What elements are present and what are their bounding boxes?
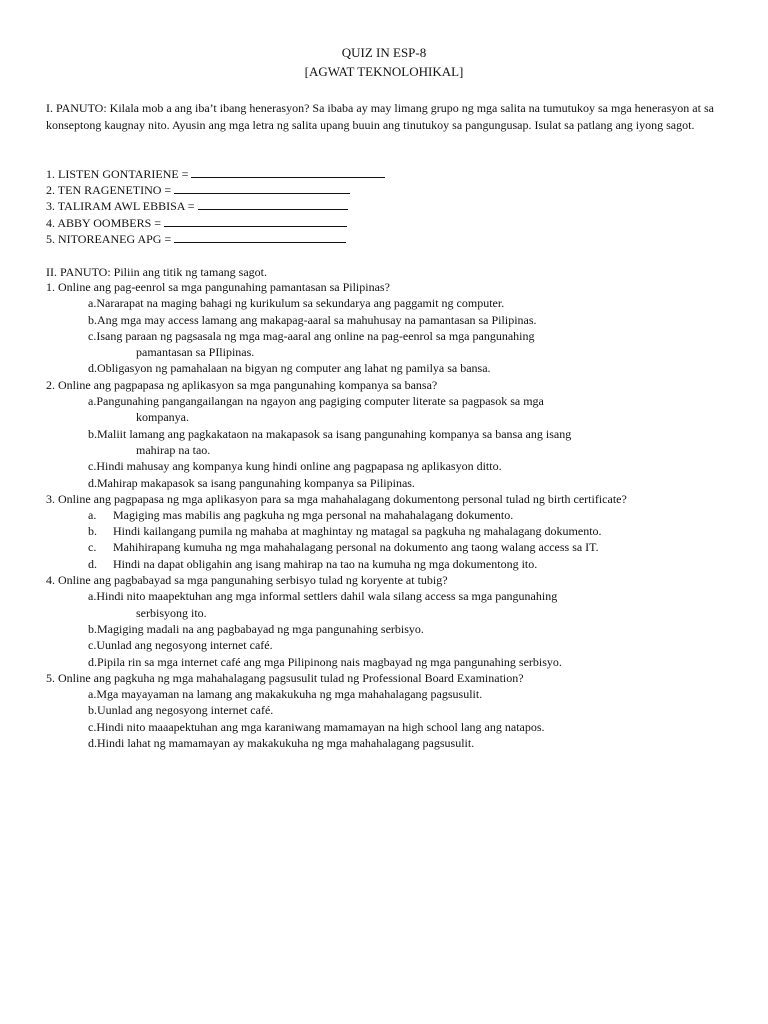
option-letter: b. bbox=[88, 312, 97, 327]
answer-option bbox=[46, 621, 736, 637]
answer-option bbox=[46, 360, 736, 376]
answer-blank[interactable] bbox=[191, 166, 385, 178]
blank-item-label: 2. TEN RAGENETINO = bbox=[46, 183, 175, 198]
option-line bbox=[88, 702, 736, 718]
blank-item bbox=[46, 182, 385, 198]
answer-option bbox=[46, 507, 736, 523]
option-text: Maliit lamang ang pagkakataon na makapasok sa isang pangunahing kompanya sa bansa ang isang bbox=[97, 426, 572, 441]
option-line bbox=[88, 621, 736, 637]
question-text: 3. Online ang pagpapasa ng mga aplikasyon para sa mga mahahalagang dokumentong personal tulad ng birth certificate? bbox=[46, 491, 627, 506]
blank-item bbox=[46, 231, 385, 247]
question bbox=[46, 279, 736, 377]
answer-option bbox=[46, 735, 736, 751]
option-text: Hindi mahusay ang kompanya kung hindi online ang pagpapasa ng aplikasyon ditto. bbox=[96, 459, 502, 474]
option-text: Mahihirapang kumuha ng mga mahahalagang personal na dokumento ang taong walang access sa IT. bbox=[110, 540, 599, 555]
answer-option bbox=[46, 654, 736, 670]
option-text: Hindi nito maaapektuhan ang mga karaniwang mamamayan na high school lang ang natapos. bbox=[96, 719, 545, 734]
answer-option bbox=[46, 312, 736, 328]
option-text: Hindi kailangang pumila ng mahaba at maghintay ng matagal sa pagkuha ng mahalagang dokumento. bbox=[110, 524, 602, 539]
option-line bbox=[88, 393, 736, 409]
option-line bbox=[88, 475, 736, 491]
option-list bbox=[46, 393, 736, 491]
answer-option bbox=[46, 539, 736, 555]
option-line bbox=[88, 556, 736, 572]
option-letter: d. bbox=[88, 475, 97, 490]
part2-instruction: II. PANUTO: Piliin ang titik ng tamang sagot. bbox=[46, 265, 267, 279]
answer-option bbox=[46, 328, 736, 361]
option-text: Hindi lahat ng mamamayan ay makakukuha ng mga mahahalagang pagsusulit. bbox=[97, 736, 475, 751]
option-text-continued: kompanya. bbox=[136, 410, 189, 425]
answer-option bbox=[46, 475, 736, 491]
blank-item-label: 3. TALIRAM AWL EBBISA = bbox=[46, 199, 198, 214]
option-line bbox=[88, 719, 736, 735]
option-text: Mga mayayaman na lamang ang makakukuha ng mga mahahalagang pagsusulit. bbox=[96, 687, 483, 702]
blank-item-label: 4. ABBY OOMBERS = bbox=[46, 215, 165, 230]
blank-item bbox=[46, 215, 385, 231]
option-text: Nararapat na maging bahagi ng kurikulum sa sekundarya ang paggamit ng computer. bbox=[96, 296, 505, 311]
option-line bbox=[88, 507, 736, 523]
answer-option bbox=[46, 426, 736, 459]
option-line bbox=[88, 328, 736, 344]
question bbox=[46, 670, 736, 751]
question bbox=[46, 572, 736, 670]
option-line bbox=[88, 735, 736, 751]
option-letter: b. bbox=[88, 426, 97, 441]
answer-option bbox=[46, 556, 736, 572]
question-text: 4. Online ang pagbabayad sa mga pangunahing serbisyo tulad ng koryente at tubig? bbox=[46, 573, 448, 588]
option-text: Uunlad ang negosyong internet café. bbox=[97, 703, 274, 718]
answer-option bbox=[46, 393, 736, 426]
part2-questions bbox=[46, 279, 736, 751]
option-letter: c. bbox=[88, 638, 97, 653]
option-list bbox=[46, 686, 736, 751]
option-letter: b. bbox=[88, 703, 97, 718]
question bbox=[46, 377, 736, 491]
option-letter: c. bbox=[88, 328, 97, 343]
option-letter: a. bbox=[88, 394, 97, 409]
option-line bbox=[88, 426, 736, 442]
option-line bbox=[88, 637, 736, 653]
option-line bbox=[88, 686, 736, 702]
option-line bbox=[88, 295, 736, 311]
option-text-continued: mahirap na tao. bbox=[136, 442, 211, 457]
option-line bbox=[88, 588, 736, 604]
option-list bbox=[46, 507, 736, 572]
answer-option bbox=[46, 523, 736, 539]
option-text: Magiging mas mabilis ang pagkuha ng mga personal na mahahalagang dokumento. bbox=[110, 507, 514, 522]
option-list bbox=[46, 588, 736, 669]
option-letter: a. bbox=[88, 687, 97, 702]
blank-item bbox=[46, 198, 385, 214]
option-text-continued: serbisyong ito. bbox=[136, 605, 207, 620]
question-text: 2. Online ang pagpapasa ng aplikasyon sa mga pangunahing kompanya sa bansa? bbox=[46, 377, 438, 392]
option-line bbox=[88, 360, 736, 376]
blank-item-label: 1. LISTEN GONTARIENE = bbox=[46, 167, 192, 181]
answer-option bbox=[46, 637, 736, 653]
option-text: Ang mga may access lamang ang makapag-aaral sa mahuhusay na pamantasan sa Pilipinas. bbox=[97, 312, 537, 327]
option-text: Hindi na dapat obligahin ang isang mahirap na tao na kumuha ng mga dokumentong ito. bbox=[110, 556, 538, 571]
option-text: Isang paraan ng pagsasala ng mga mag-aaral ang online na pag-eenrol sa mga pangunahing bbox=[96, 328, 535, 343]
option-letter: c. bbox=[88, 719, 97, 734]
answer-option bbox=[46, 702, 736, 718]
option-letter: a. bbox=[88, 296, 97, 311]
answer-option bbox=[46, 719, 736, 735]
answer-option bbox=[46, 295, 736, 311]
part1-instruction: I. PANUTO: Kilala mob a ang iba’t ibang henerasyon? Sa ibaba ay may limang grupo ng mga salita na tumutukoy sa mga henerasyon at sa konseptong kaugnay nito. Ayusin ang mga letra ng salita upang buuin ang tinutukoy sa pangungusap. Isulat sa patlang ang iyong sagot. bbox=[46, 101, 714, 132]
blank-item-label: 5. NITOREANEG APG = bbox=[46, 231, 175, 246]
option-letter: b. bbox=[88, 621, 97, 636]
question-text: 5. Online ang pagkuha ng mga mahahalagang pagsusulit tulad ng Professional Board Examination? bbox=[46, 670, 524, 685]
option-letter: d. bbox=[88, 736, 97, 751]
answer-option bbox=[46, 458, 736, 474]
question bbox=[46, 491, 736, 572]
option-letter: a. bbox=[88, 507, 97, 522]
option-letter: c. bbox=[88, 540, 97, 555]
option-line bbox=[88, 539, 736, 555]
answer-blank[interactable] bbox=[198, 198, 348, 210]
option-letter: b. bbox=[88, 524, 97, 539]
answer-blank[interactable] bbox=[174, 231, 346, 243]
option-text: Obligasyon ng pamahalaan na bigyan ng computer ang lahat ng pamilya sa bansa. bbox=[97, 361, 491, 376]
option-list bbox=[46, 295, 736, 376]
option-text: Uunlad ang negosyong internet café. bbox=[96, 638, 273, 653]
option-line bbox=[88, 458, 736, 474]
option-letter: c. bbox=[88, 459, 97, 474]
blank-item bbox=[46, 166, 385, 182]
option-text: Pipila rin sa mga internet café ang mga Pilipinong nais magbayad ng mga pangunahing serbisyo. bbox=[97, 654, 562, 669]
quiz-title: QUIZ IN ESP-8 bbox=[341, 45, 427, 60]
answer-option bbox=[46, 588, 736, 621]
option-letter: d. bbox=[88, 361, 97, 376]
option-letter: d. bbox=[88, 556, 97, 571]
option-letter: a. bbox=[88, 589, 97, 604]
option-line bbox=[88, 523, 736, 539]
option-text: Mahirap makapasok sa isang pangunahing kompanya sa Pilipinas. bbox=[97, 475, 415, 490]
option-line bbox=[88, 654, 736, 670]
answer-blank[interactable] bbox=[164, 215, 347, 227]
option-text: Hindi nito maapektuhan ang mga informal settlers dahil wala silang access sa mga pangunahing bbox=[96, 589, 558, 604]
option-line bbox=[88, 312, 736, 328]
answer-blank[interactable] bbox=[174, 182, 350, 194]
quiz-subtitle: [AGWAT TEKNOLOHIKAL] bbox=[304, 64, 464, 79]
option-letter: d. bbox=[88, 654, 97, 669]
part1-items bbox=[46, 166, 385, 247]
option-text: Pangunahing pangangailangan na ngayon ang pagiging computer literate sa pagpasok sa mga bbox=[96, 394, 544, 409]
question-text: 1. Online ang pag-eenrol sa mga pangunahing pamantasan sa Pilipinas? bbox=[46, 280, 390, 294]
option-text-continued: pamantasan sa PIlipinas. bbox=[136, 345, 255, 360]
option-text: Magiging madali na ang pagbabayad ng mga pangunahing serbisyo. bbox=[97, 621, 424, 636]
answer-option bbox=[46, 686, 736, 702]
